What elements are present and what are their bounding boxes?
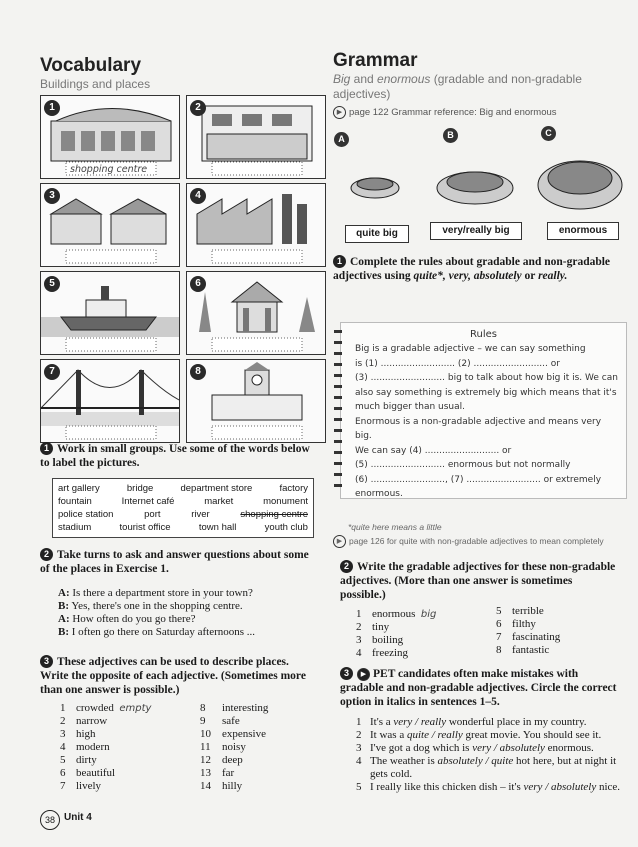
- picture-7-bridge: [40, 359, 180, 443]
- exam-icon: ▶: [357, 668, 370, 681]
- rules-title: Rules: [470, 329, 497, 340]
- exercise-number: 3: [40, 655, 53, 668]
- word-crossed-out: shopping centre: [240, 509, 308, 520]
- bridge-illustration: [41, 360, 179, 442]
- exercise-instruction: These adjectives can be used to describe places. Write the opposite of each adjective. (Sometimes more than one answer is possible.): [40, 656, 306, 696]
- word: art gallery: [58, 483, 100, 494]
- word-box: [52, 478, 314, 538]
- word: stadium: [58, 522, 92, 533]
- stadium-picture-b: [430, 148, 520, 214]
- vocab-exercise-2: [40, 548, 315, 576]
- word-row: [58, 495, 308, 508]
- word-row: [58, 521, 308, 534]
- picture-number-5: 5: [44, 276, 60, 292]
- sentence: 4 The weather is absolutely / quite hot here, but at night it gets cold.: [356, 755, 617, 780]
- word-row: [58, 508, 308, 521]
- list-item: 14 hilly: [200, 780, 243, 792]
- adjective-list-right: [200, 702, 310, 793]
- q2-list-right: [496, 605, 616, 657]
- exercise-instruction: Work in small groups. Use some of the words below to label the pictures.: [40, 443, 310, 469]
- list-item: 8 interesting: [200, 702, 269, 714]
- page-number: 38: [40, 810, 60, 830]
- word: youth club: [264, 522, 308, 533]
- word: river: [191, 509, 210, 520]
- stadium-picture-c: [535, 140, 625, 216]
- exercise-number: 2: [340, 560, 353, 573]
- dialogue-line: B: I often go there on Saturday afternoons ...: [58, 626, 256, 638]
- grammar-reference[interactable]: ▶ page 122 Grammar reference: Big and enormous: [333, 106, 557, 119]
- list-item: 7 fascinating: [496, 631, 561, 643]
- list-item: 3 boiling: [356, 634, 404, 646]
- q2-list-left: [356, 608, 486, 660]
- word: Internet café: [121, 496, 175, 507]
- word: factory: [279, 483, 308, 494]
- handwritten-picture-1-label: shopping centre: [70, 164, 148, 175]
- word: tourist office: [119, 522, 171, 533]
- adjective-list-left: [60, 702, 200, 793]
- list-item: 5 dirty: [60, 754, 97, 766]
- factory-illustration: [187, 184, 325, 266]
- picture-number-8: 8: [190, 364, 206, 380]
- list-item: 6 beautiful: [60, 767, 116, 779]
- dialogue: [58, 587, 318, 639]
- picture-4-factory: [186, 183, 326, 267]
- vocab-exercise-3: [40, 655, 320, 697]
- circle-option[interactable]: quite / really: [406, 729, 463, 741]
- circle-option[interactable]: absolutely / quite: [437, 755, 514, 767]
- word: market: [204, 496, 234, 507]
- stadium-picture-a: [345, 150, 405, 210]
- vocab-exercise-1: [40, 442, 310, 470]
- picture-number-3: 3: [44, 188, 60, 204]
- port-illustration: [41, 272, 179, 354]
- word: department store: [180, 483, 253, 494]
- sentence: 1 It's a very / really wonderful place in my country.: [356, 716, 587, 728]
- list-item: 4 freezing: [356, 647, 409, 659]
- handwritten-answer: empty: [119, 703, 152, 714]
- medium-stadium-illustration: [430, 148, 520, 214]
- list-item: 12 deep: [200, 754, 243, 766]
- grammar-exercise-1: 1 Complete the rules about gradable and non-gradable adjectives using quite*, very, absolutely or really.: [333, 256, 611, 282]
- circle-option[interactable]: very / really: [393, 716, 447, 728]
- list-item: 6 filthy: [496, 618, 536, 630]
- market-illustration: [41, 184, 179, 266]
- unit-label: Unit 4: [64, 812, 92, 823]
- picture-number-4: 4: [190, 188, 206, 204]
- list-item: 3 high: [60, 728, 96, 740]
- list-item: 9 safe: [200, 715, 240, 727]
- picture-number-1: 1: [44, 100, 60, 116]
- exercise-number: 1: [333, 255, 346, 268]
- picture-label-b: very/really big: [430, 222, 522, 240]
- small-stadium-illustration: [345, 150, 405, 210]
- picture-label-a: quite big: [345, 225, 409, 243]
- picture-6-monument: [186, 271, 326, 355]
- picture-letter-c: C: [541, 126, 556, 141]
- grammar-reference-2[interactable]: ▶ page 126 for quite with non-gradable adjectives to mean completely: [333, 535, 618, 548]
- list-item: 7 lively: [60, 780, 102, 792]
- picture-3-market: [40, 183, 180, 267]
- word: monument: [263, 496, 308, 507]
- list-item: 1 enormous big: [356, 608, 437, 620]
- sentence: 2 It was a quite / really great movie. You should see it.: [356, 729, 602, 741]
- circle-option[interactable]: very / absolutely: [523, 781, 597, 793]
- picture-label-c: enormous: [547, 222, 619, 240]
- picture-number-6: 6: [190, 276, 206, 292]
- town-hall-illustration: [187, 360, 325, 442]
- grammar-subtitle: Big and enormous (gradable and non-gradable adjectives): [333, 72, 582, 101]
- dialogue-line: B: Yes, there's one in the shopping centre.: [58, 600, 243, 612]
- footnote: *quite here means a little: [348, 522, 442, 532]
- word: port: [144, 509, 161, 520]
- q3-sentences: [356, 716, 621, 794]
- word: town hall: [198, 522, 237, 533]
- department-store-illustration: [187, 96, 325, 178]
- picture-8-town-hall: [186, 359, 326, 443]
- list-item: 11 noisy: [200, 741, 246, 753]
- list-item: 2 tiny: [356, 621, 390, 633]
- picture-5-port: [40, 271, 180, 355]
- rules-text: Big is a gradable adjective – we can say something is (1) .......................... (2) .......................... or (3) .......................... big to talk about how big it is. We can also say something is extremely big which means that it's much bigger than usual. Enormous is a non-gradable adjective and means very big. We can say (4) .......................... or (5) .......................... enormous but not normally (6) .........................., (7) .......................... or extremely enormous.: [355, 344, 618, 499]
- exercise-number: 3: [340, 667, 353, 680]
- word-row: [58, 482, 308, 495]
- play-arrow-icon: ▶: [333, 535, 346, 548]
- grammar-exercise-3: 3 ▶ PET candidates often make mistakes with gradable and non-gradable adjectives. Circle the correct option in italics in sentences 1–5.: [340, 668, 617, 708]
- exercise-instruction: Take turns to ask and answer questions about some of the places in Exercise 1.: [40, 549, 309, 575]
- circle-option[interactable]: very / absolutely: [472, 742, 545, 754]
- list-item: 4 modern: [60, 741, 110, 753]
- notepad-spiral: [334, 330, 342, 495]
- word: bridge: [126, 483, 154, 494]
- picture-number-7: 7: [44, 364, 60, 380]
- grammar-title: Grammar: [333, 50, 418, 71]
- exercise-number: 1: [40, 442, 53, 455]
- rules-notepad: [340, 322, 627, 499]
- sentence: 5 I really like this chicken dish – it's very / absolutely nice.: [356, 781, 621, 793]
- list-item: 13 far: [200, 767, 235, 779]
- word: police station: [58, 509, 114, 520]
- list-item: 2 narrow: [60, 715, 108, 727]
- sentence: 3 I've got a dog which is very / absolutely enormous.: [356, 742, 594, 754]
- vocabulary-title: Vocabulary: [40, 55, 142, 76]
- huge-stadium-illustration: [535, 140, 625, 216]
- exercise-number: 2: [40, 548, 53, 561]
- picture-letter-b: B: [443, 128, 458, 143]
- list-item: 8 fantastic: [496, 644, 550, 656]
- monument-illustration: [187, 272, 325, 354]
- grammar-exercise-2: 2 Write the gradable adjectives for these non-gradable adjectives. (More than one answer is sometimes possible.): [340, 561, 616, 601]
- handwritten-answer: big: [420, 609, 437, 620]
- dialogue-line: A: How often do you go there?: [58, 613, 196, 625]
- vocabulary-subtitle: Buildings and places: [40, 77, 151, 91]
- list-item: 5 terrible: [496, 605, 544, 617]
- word: fountain: [58, 496, 92, 507]
- dialogue-line: A: Is there a department store in your town?: [58, 587, 253, 599]
- play-arrow-icon: ▶: [333, 106, 346, 119]
- list-item: 10 expensive: [200, 728, 266, 740]
- picture-number-2: 2: [190, 100, 206, 116]
- list-item: 1 crowded empty: [60, 702, 152, 714]
- picture-letter-a: A: [334, 132, 349, 147]
- picture-2-department-store: [186, 95, 326, 179]
